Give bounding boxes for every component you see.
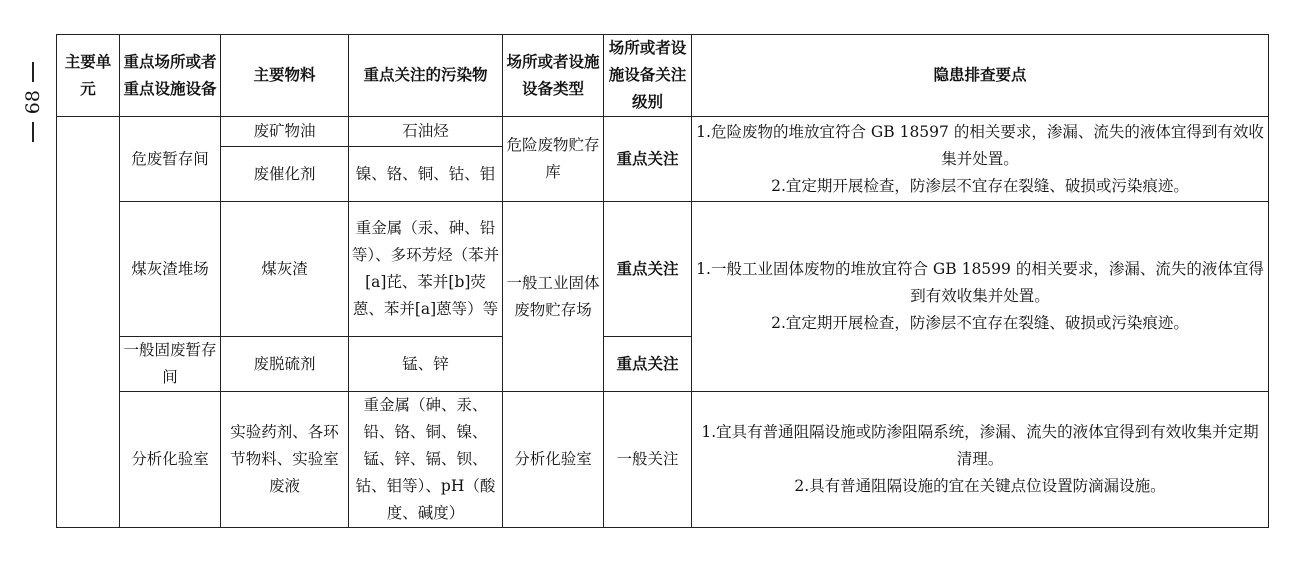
page-number-dash-bottom (32, 122, 34, 142)
table-row (57, 117, 1269, 147)
material-cell: 废脱硫剂 (221, 337, 349, 392)
header-level: 场所或者设施设备关注级别 (604, 35, 692, 117)
inspection-point: 2.宜定期开展检查，防渗层不宜存在裂缝、破损或污染痕迹。 (771, 176, 1189, 195)
facility-cell: 危废暂存间 (120, 117, 221, 202)
page-number-text: 68 (21, 90, 44, 115)
inspection-point: 1.宜具有普通阻隔设施或防渗阻隔系统，渗漏、流失的液体宜得到有效收集并定期清理。 (701, 423, 1259, 468)
header-row (57, 35, 1269, 117)
inspection-point: 2.具有普通阻隔设施的宜在关键点位设置防滴漏设施。 (794, 477, 1166, 495)
inspection-points-cell (692, 392, 1269, 528)
pollutant-cell: 石油烃 (349, 117, 503, 147)
pollutant-cell: 镍、铬、铜、钴、钼 (349, 147, 503, 202)
pollutant-cell: 重金属（砷、汞、铅、铬、铜、镍、锰、锌、镉、钡、钴、钼等）、pH（酸度、碱度） (349, 392, 503, 528)
inspection-point: 2.宜定期开展检查，防渗层不宜存在裂缝、破损或污染痕迹。 (771, 314, 1189, 332)
header-unit: 主要单元 (57, 35, 120, 117)
level-cell: 重点关注 (604, 117, 692, 202)
table-row (57, 202, 1269, 337)
page-number (17, 62, 49, 162)
inspection-table (56, 34, 1269, 528)
unit-cell (57, 117, 120, 528)
facility-cell: 一般固废暂存间 (120, 337, 221, 392)
header-facility-type: 场所或者设施设备类型 (503, 35, 604, 117)
inspection-point: 1.一般工业固体废物的堆放宜符合 GB 18599 的相关要求，渗漏、流失的液体宜得到有效收集并处置。 (696, 260, 1264, 305)
material-cell: 煤灰渣 (221, 202, 349, 337)
level-cell: 重点关注 (604, 202, 692, 337)
level-cell: 重点关注 (604, 337, 692, 392)
facility-type-cell: 一般工业固体废物贮存场 (503, 202, 604, 392)
material-cell: 废矿物油 (221, 117, 349, 147)
material-cell: 实验药剂、各环节物料、实验室废液 (221, 392, 349, 528)
facility-cell: 煤灰渣堆场 (120, 202, 221, 337)
inspection-points-cell (692, 202, 1269, 392)
table-row (57, 392, 1269, 528)
facility-cell: 分析化验室 (120, 392, 221, 528)
facility-type-cell: 危险废物贮存库 (503, 117, 604, 202)
pollutant-cell: 锰、锌 (349, 337, 503, 392)
material-cell: 废催化剂 (221, 147, 349, 202)
header-inspection: 隐患排查要点 (692, 35, 1269, 117)
page-number-dash-top (32, 62, 34, 82)
header-material: 主要物料 (221, 35, 349, 117)
inspection-points-cell (692, 117, 1269, 202)
inspection-point: 1.危险废物的堆放宜符合 GB 18597 的相关要求，渗漏、流失的液体宜得到有效收集并处置。 (696, 122, 1264, 168)
pollutant-cell: 重金属（汞、砷、铅等）、多环芳烃（苯并[a]芘、苯并[b]荧蒽、苯并[a]蒽等）等 (349, 202, 503, 337)
facility-type-cell: 分析化验室 (503, 392, 604, 528)
header-pollutant: 重点关注的污染物 (349, 35, 503, 117)
header-facility: 重点场所或者重点设施设备 (120, 35, 221, 117)
level-cell: 一般关注 (604, 392, 692, 528)
